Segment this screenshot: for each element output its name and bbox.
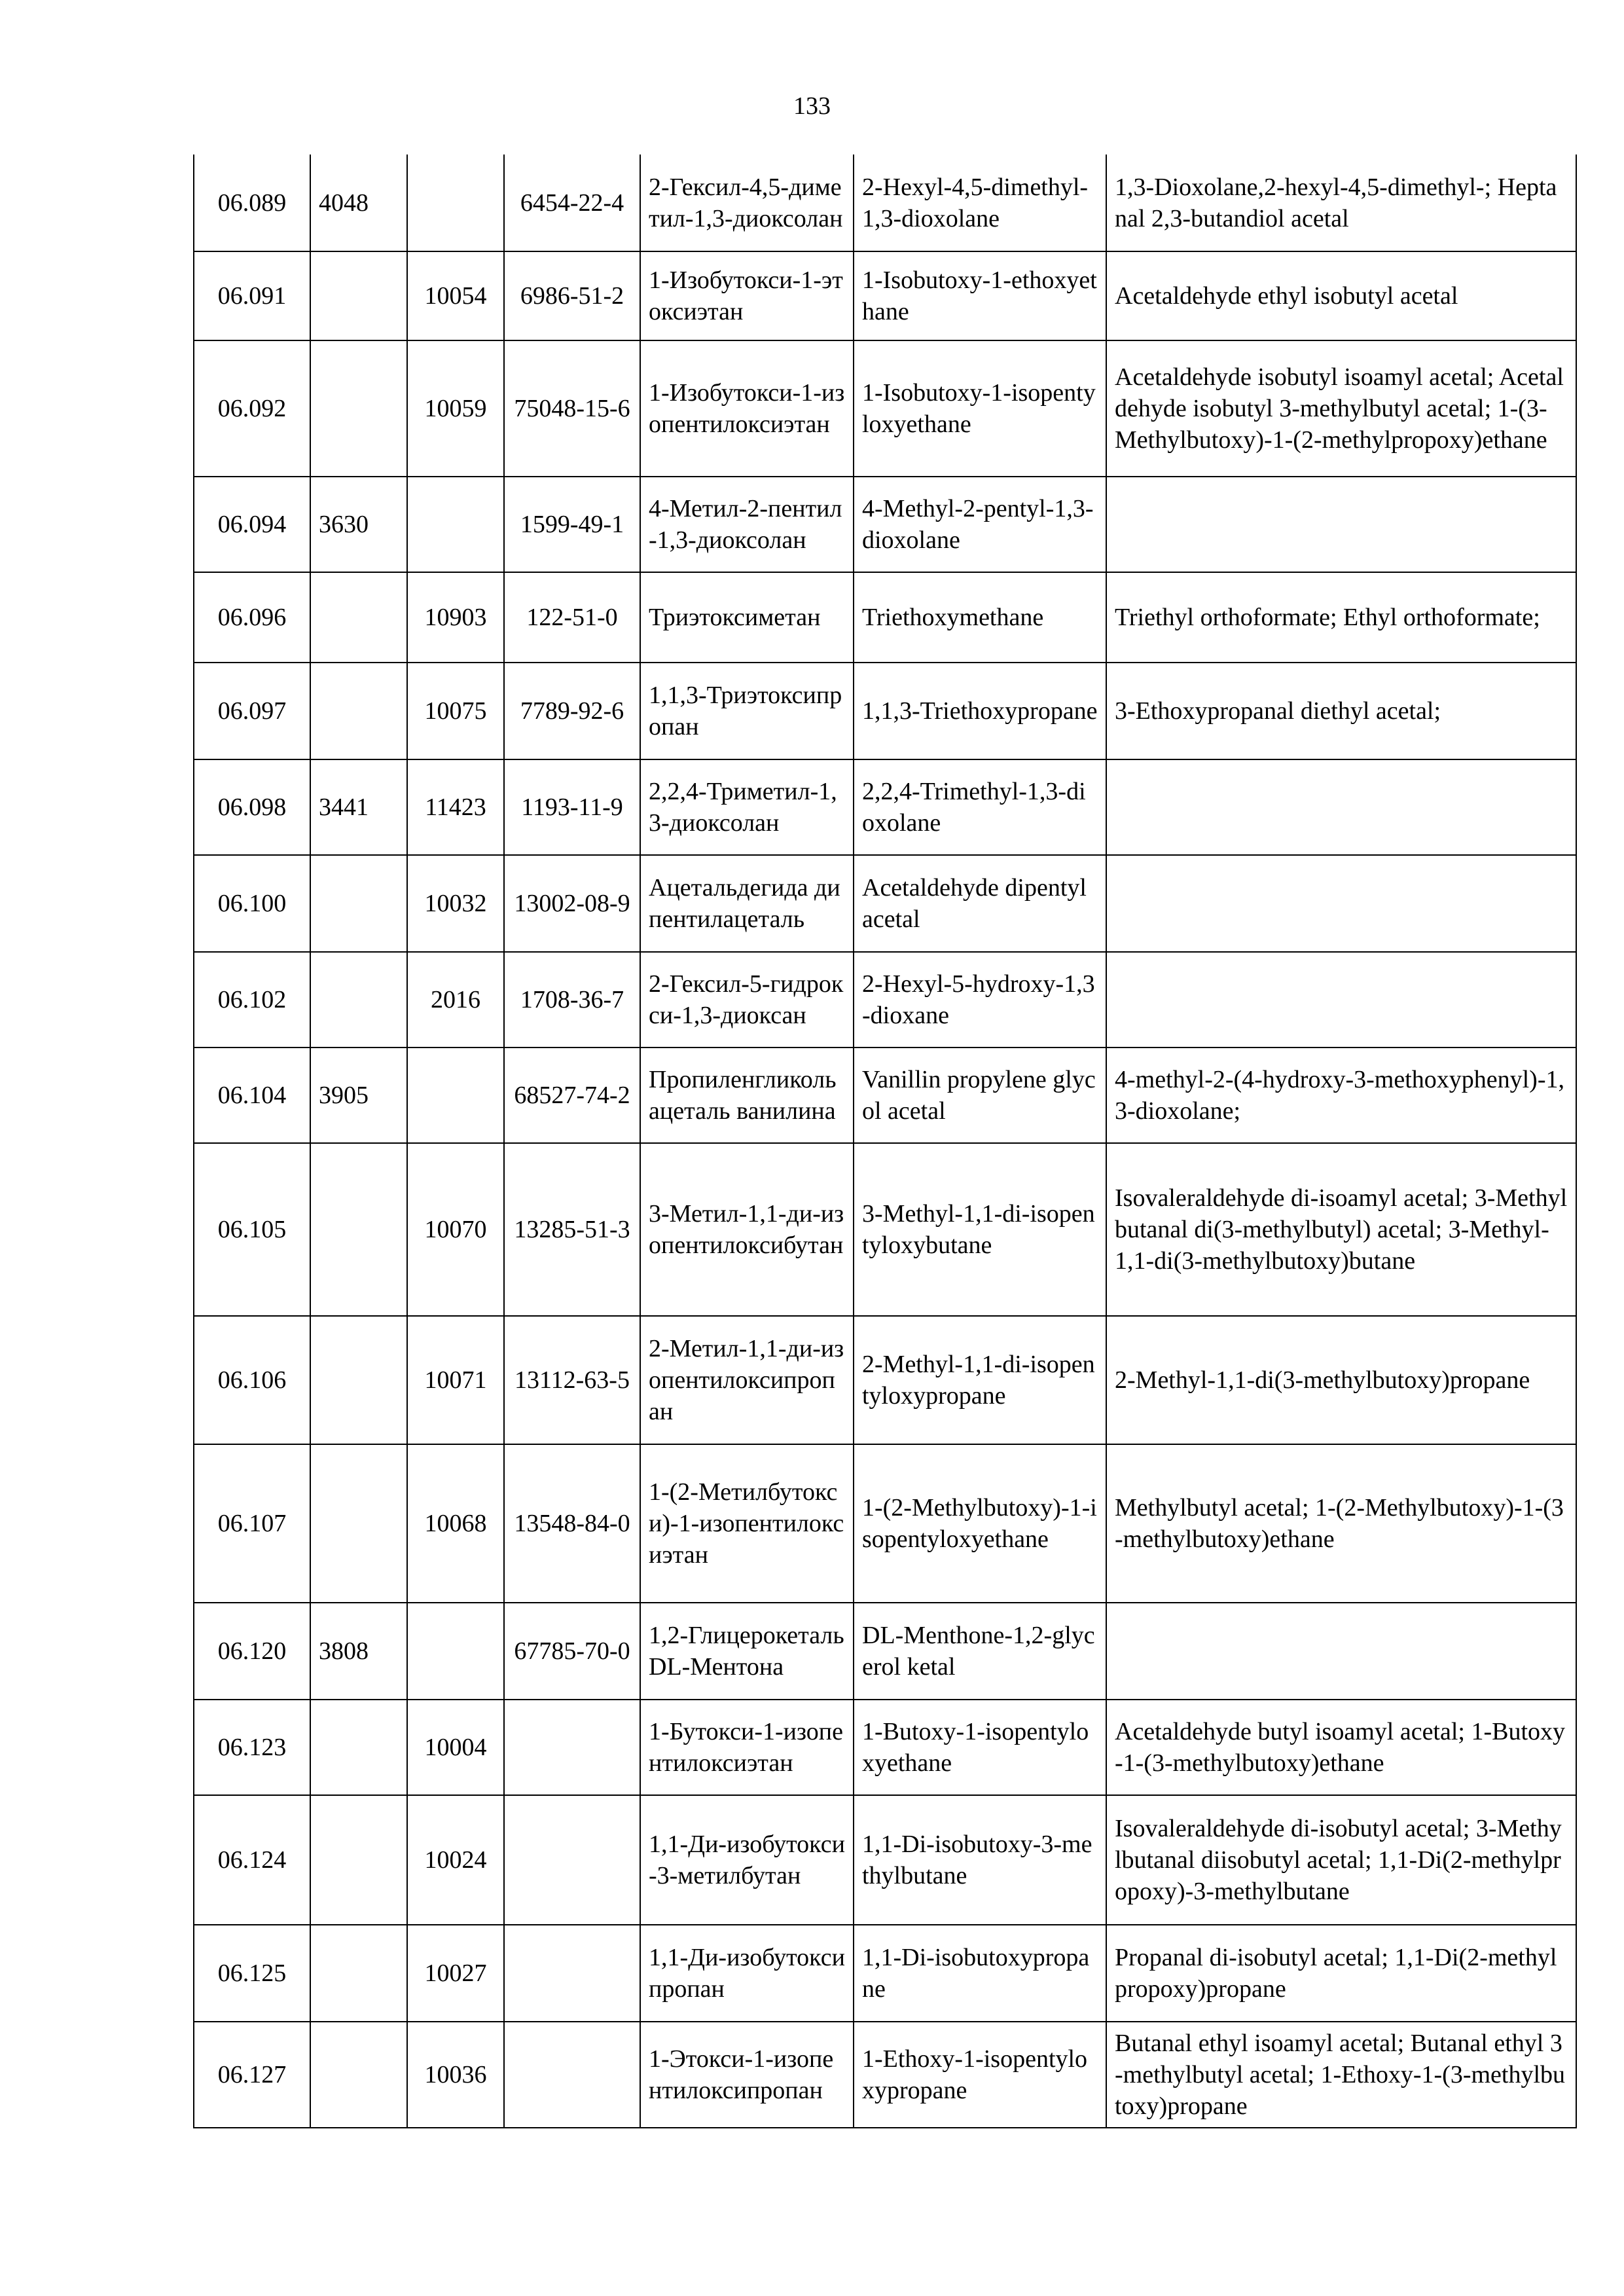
fl-number-cell: 06.125 [194, 1925, 310, 2022]
jecfa-number-cell [310, 1316, 407, 1444]
russian-name-cell: Триэтоксиметан [640, 572, 854, 663]
jecfa-number-cell [310, 1795, 407, 1925]
cas-number-cell: 6986-51-2 [504, 251, 640, 340]
fl-number-cell: 06.098 [194, 759, 310, 855]
fl-number-cell: 06.105 [194, 1143, 310, 1316]
fl-number-cell: 06.092 [194, 340, 310, 477]
flavouring-substances-table [193, 155, 1577, 2128]
fl-number-cell: 06.100 [194, 855, 310, 952]
fl-number-cell: 06.127 [194, 2022, 310, 2128]
table-row [194, 855, 1576, 952]
english-name-cell: Acetaldehyde dipentyl acetal [854, 855, 1106, 952]
jecfa-number-cell [310, 663, 407, 759]
table-row [194, 1444, 1576, 1603]
table-row [194, 1603, 1576, 1700]
jecfa-number-cell [310, 855, 407, 952]
cas-number-cell: 1599-49-1 [504, 477, 640, 572]
cas-number-cell: 67785-70-0 [504, 1603, 640, 1700]
cas-number-cell: 13002-08-9 [504, 855, 640, 952]
english-name-cell: 3-Methyl-1,1-di-isopentyloxybutane [854, 1143, 1106, 1316]
fl-number-cell: 06.091 [194, 251, 310, 340]
russian-name-cell: 1-Этокси-1-изопентилоксипропан [640, 2022, 854, 2128]
synonyms-cell: 2-Methyl-1,1-di(3-methylbutoxy)propane [1106, 1316, 1576, 1444]
russian-name-cell: 1,1-Ди-изобутокси-3-метилбутан [640, 1795, 854, 1925]
cas-number-cell: 122-51-0 [504, 572, 640, 663]
russian-name-cell: 2-Гексил-4,5-диметил-1,3-диоксолан [640, 155, 854, 251]
russian-name-cell: 1-Изобутокси-1-изопентилоксиэтан [640, 340, 854, 477]
cas-number-cell [504, 1700, 640, 1795]
coe-number-cell: 10059 [407, 340, 504, 477]
cas-number-cell: 7789-92-6 [504, 663, 640, 759]
synonyms-cell [1106, 1603, 1576, 1700]
jecfa-number-cell: 3808 [310, 1603, 407, 1700]
synonyms-cell [1106, 759, 1576, 855]
fl-number-cell: 06.106 [194, 1316, 310, 1444]
fl-number-cell: 06.123 [194, 1700, 310, 1795]
russian-name-cell: Пропиленгликольацеталь ванилина [640, 1048, 854, 1143]
fl-number-cell: 06.107 [194, 1444, 310, 1603]
english-name-cell: 4-Methyl-2-pentyl-1,3-dioxolane [854, 477, 1106, 572]
jecfa-number-cell [310, 1925, 407, 2022]
jecfa-number-cell: 3630 [310, 477, 407, 572]
coe-number-cell: 10903 [407, 572, 504, 663]
cas-number-cell: 1193-11-9 [504, 759, 640, 855]
russian-name-cell: 3-Метил-1,1-ди-изопентилоксибутан [640, 1143, 854, 1316]
coe-number-cell: 10068 [407, 1444, 504, 1603]
coe-number-cell: 10027 [407, 1925, 504, 2022]
coe-number-cell: 10071 [407, 1316, 504, 1444]
english-name-cell: 1,1,3-Triethoxypropane [854, 663, 1106, 759]
cas-number-cell: 1708-36-7 [504, 952, 640, 1048]
jecfa-number-cell [310, 1444, 407, 1603]
flavouring-substances-table-container [193, 155, 1576, 2128]
russian-name-cell: 1,1,3-Триэтоксипропан [640, 663, 854, 759]
synonyms-cell [1106, 855, 1576, 952]
synonyms-cell [1106, 952, 1576, 1048]
jecfa-number-cell [310, 2022, 407, 2128]
synonyms-cell: Triethyl orthoformate; Ethyl orthoformate; [1106, 572, 1576, 663]
fl-number-cell: 06.094 [194, 477, 310, 572]
synonyms-cell: Acetaldehyde isobutyl isoamyl acetal; Acetaldehyde isobutyl 3-methylbutyl acetal; 1-(3-Methylbutoxy)-1-(2-methylpropoxy)ethane [1106, 340, 1576, 477]
russian-name-cell: 1,2-Глицерокеталь DL-Ментона [640, 1603, 854, 1700]
english-name-cell: 1-(2-Methylbutoxy)-1-isopentyloxyethane [854, 1444, 1106, 1603]
jecfa-number-cell: 3441 [310, 759, 407, 855]
jecfa-number-cell [310, 952, 407, 1048]
table-row [194, 572, 1576, 663]
table-row [194, 759, 1576, 855]
english-name-cell: 1,1-Di-isobutoxypropane [854, 1925, 1106, 2022]
table-row [194, 340, 1576, 477]
table-row [194, 251, 1576, 340]
russian-name-cell: 2-Метил-1,1-ди-изопентилоксипропан [640, 1316, 854, 1444]
synonyms-cell: 1,3-Dioxolane,2-hexyl-4,5-dimethyl-; Heptanal 2,3-butandiol acetal [1106, 155, 1576, 251]
russian-name-cell: 1,1-Ди-изобутоксипропан [640, 1925, 854, 2022]
synonyms-cell: Acetaldehyde butyl isoamyl acetal; 1-Butoxy-1-(3-methylbutoxy)ethane [1106, 1700, 1576, 1795]
synonyms-cell: Isovaleraldehyde di-isoamyl acetal; 3-Methylbutanal di(3-methylbutyl) acetal; 3-Methyl-1,1-di(3-methylbutoxy)butane [1106, 1143, 1576, 1316]
coe-number-cell: 10004 [407, 1700, 504, 1795]
coe-number-cell: 10024 [407, 1795, 504, 1925]
jecfa-number-cell: 4048 [310, 155, 407, 251]
russian-name-cell: 1-(2-Метилбутокси)-1-изопентилоксиэтан [640, 1444, 854, 1603]
table-row [194, 155, 1576, 251]
coe-number-cell: 10075 [407, 663, 504, 759]
coe-number-cell [407, 477, 504, 572]
table-body [194, 155, 1576, 2128]
english-name-cell: 1,1-Di-isobutoxy-3-methylbutane [854, 1795, 1106, 1925]
jecfa-number-cell [310, 340, 407, 477]
fl-number-cell: 06.089 [194, 155, 310, 251]
table-row [194, 477, 1576, 572]
table-row [194, 1143, 1576, 1316]
english-name-cell: 1-Isobutoxy-1-isopentyloxyethane [854, 340, 1106, 477]
cas-number-cell: 13112-63-5 [504, 1316, 640, 1444]
fl-number-cell: 06.102 [194, 952, 310, 1048]
coe-number-cell: 10070 [407, 1143, 504, 1316]
synonyms-cell: Isovaleraldehyde di-isobutyl acetal; 3-Methylbutanal diisobutyl acetal; 1,1-Di(2-methylpropoxy)-3-methylbutane [1106, 1795, 1576, 1925]
cas-number-cell: 68527-74-2 [504, 1048, 640, 1143]
coe-number-cell: 11423 [407, 759, 504, 855]
synonyms-cell: Butanal ethyl isoamyl acetal; Butanal ethyl 3-methylbutyl acetal; 1-Ethoxy-1-(3-methylbutoxy)propane [1106, 2022, 1576, 2128]
synonyms-cell: 4-methyl-2-(4-hydroxy-3-methoxyphenyl)-1,3-dioxolane; [1106, 1048, 1576, 1143]
cas-number-cell [504, 1795, 640, 1925]
synonyms-cell: Acetaldehyde ethyl isobutyl acetal [1106, 251, 1576, 340]
english-name-cell: DL-Menthone-1,2-glycerol ketal [854, 1603, 1106, 1700]
english-name-cell: 1-Butoxy-1-isopentyloxyethane [854, 1700, 1106, 1795]
synonyms-cell: Methylbutyl acetal; 1-(2-Methylbutoxy)-1-(3-methylbutoxy)ethane [1106, 1444, 1576, 1603]
synonyms-cell: Propanal di-isobutyl acetal; 1,1-Di(2-methylpropoxy)propane [1106, 1925, 1576, 2022]
synonyms-cell: 3-Ethoxypropanal diethyl acetal; [1106, 663, 1576, 759]
russian-name-cell: 4-Метил-2-пентил-1,3-диоксолан [640, 477, 854, 572]
fl-number-cell: 06.104 [194, 1048, 310, 1143]
coe-number-cell [407, 1048, 504, 1143]
english-name-cell: 1-Isobutoxy-1-ethoxyethane [854, 251, 1106, 340]
table-row [194, 1700, 1576, 1795]
cas-number-cell [504, 1925, 640, 2022]
english-name-cell: 2-Hexyl-4,5-dimethyl-1,3-dioxolane [854, 155, 1106, 251]
fl-number-cell: 06.120 [194, 1603, 310, 1700]
jecfa-number-cell [310, 251, 407, 340]
english-name-cell: 2-Methyl-1,1-di-isopentyloxypropane [854, 1316, 1106, 1444]
coe-number-cell: 10032 [407, 855, 504, 952]
jecfa-number-cell [310, 1700, 407, 1795]
cas-number-cell [504, 2022, 640, 2128]
russian-name-cell: 2,2,4-Триметил-1,3-диоксолан [640, 759, 854, 855]
english-name-cell: Triethoxymethane [854, 572, 1106, 663]
english-name-cell: 1-Ethoxy-1-isopentyloxypropane [854, 2022, 1106, 2128]
synonyms-cell [1106, 477, 1576, 572]
coe-number-cell: 10054 [407, 251, 504, 340]
english-name-cell: 2,2,4-Trimethyl-1,3-dioxolane [854, 759, 1106, 855]
table-row [194, 663, 1576, 759]
table-row [194, 1316, 1576, 1444]
table-row [194, 1048, 1576, 1143]
russian-name-cell: Ацетальдегида дипентилацеталь [640, 855, 854, 952]
fl-number-cell: 06.096 [194, 572, 310, 663]
coe-number-cell: 2016 [407, 952, 504, 1048]
cas-number-cell: 75048-15-6 [504, 340, 640, 477]
jecfa-number-cell: 3905 [310, 1048, 407, 1143]
cas-number-cell: 13548-84-0 [504, 1444, 640, 1603]
coe-number-cell [407, 155, 504, 251]
jecfa-number-cell [310, 572, 407, 663]
fl-number-cell: 06.124 [194, 1795, 310, 1925]
english-name-cell: 2-Hexyl-5-hydroxy-1,3-dioxane [854, 952, 1106, 1048]
jecfa-number-cell [310, 1143, 407, 1316]
cas-number-cell: 6454-22-4 [504, 155, 640, 251]
coe-number-cell: 10036 [407, 2022, 504, 2128]
table-row [194, 2022, 1576, 2128]
russian-name-cell: 1-Бутокси-1-изопентилоксиэтан [640, 1700, 854, 1795]
table-row [194, 1925, 1576, 2022]
cas-number-cell: 13285-51-3 [504, 1143, 640, 1316]
table-row [194, 952, 1576, 1048]
fl-number-cell: 06.097 [194, 663, 310, 759]
russian-name-cell: 2-Гексил-5-гидрокси-1,3-диоксан [640, 952, 854, 1048]
page-number: 133 [793, 92, 831, 120]
russian-name-cell: 1-Изобутокси-1-этоксиэтан [640, 251, 854, 340]
english-name-cell: Vanillin propylene glycol acetal [854, 1048, 1106, 1143]
table-row [194, 1795, 1576, 1925]
coe-number-cell [407, 1603, 504, 1700]
